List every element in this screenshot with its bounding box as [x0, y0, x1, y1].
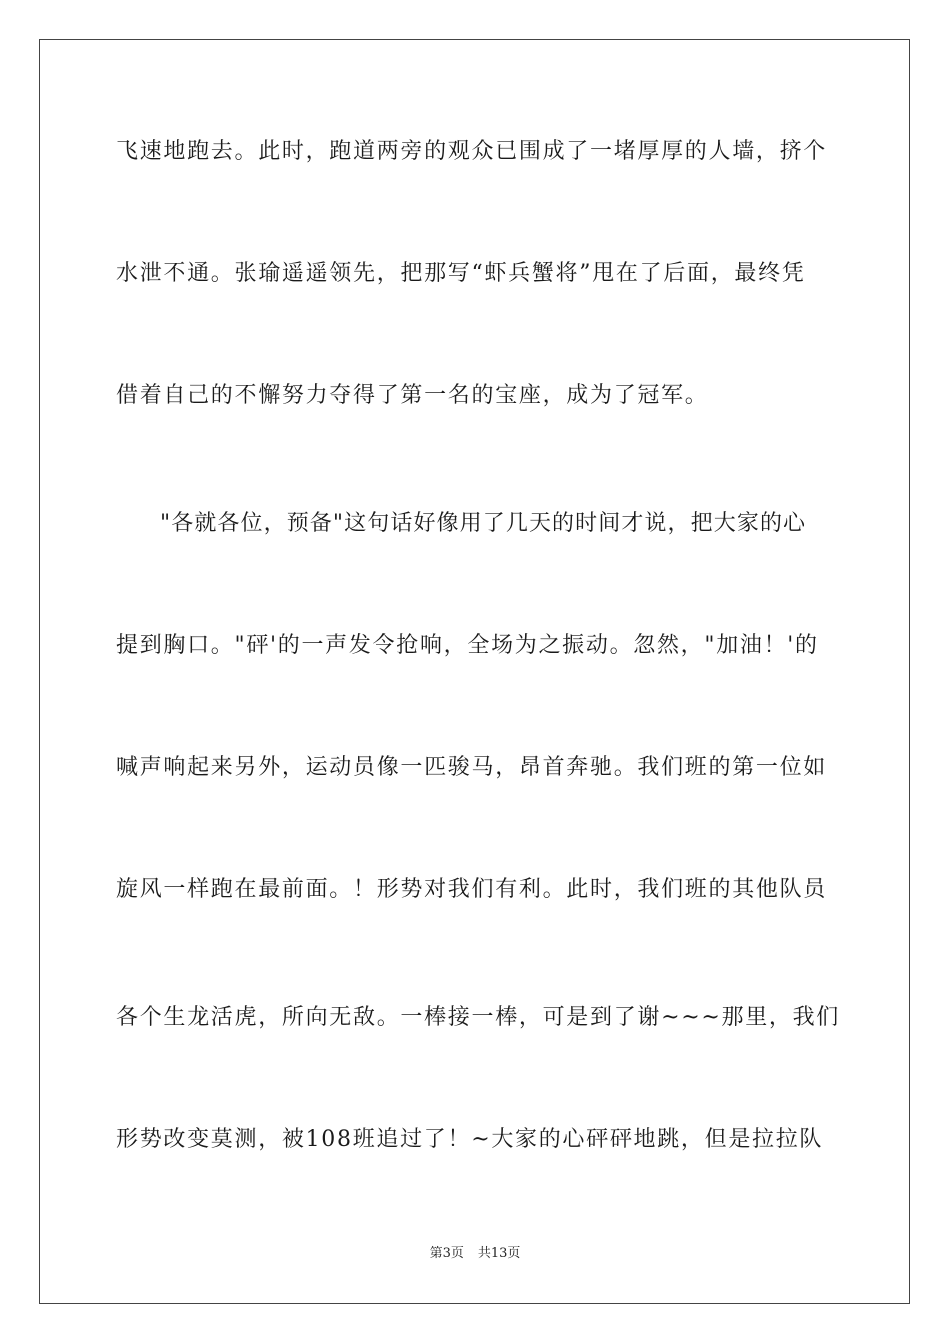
page-footer [0, 1246, 950, 1262]
text-line-3: 借着自己的不懈努力夺得了第一名的宝座，成为了冠军。 [116, 383, 709, 408]
text-line-1: 飞速地跑去。此时，跑道两旁的观众已围成了一堵厚厚的人墙，挤个 [116, 139, 828, 164]
text-line-5: 提到胸口。"砰'的一声发令抢响，全场为之振动。忽然，"加油！'的 [116, 633, 819, 658]
text-line-7: 旋风一样跑在最前面。！形势对我们有利。此时，我们班的其他队员 [116, 877, 828, 902]
text-line-6: 喊声响起来另外，运动员像一匹骏马，昂首奔驰。我们班的第一位如 [116, 755, 828, 780]
page-number: 第3页 [429, 1246, 464, 1261]
page-total: 共13页 [477, 1246, 521, 1261]
text-line-8: 各个生龙活虎，所向无敌。一棒接一棒，可是到了谢~~~那里，我们 [116, 1005, 841, 1030]
text-line-2: 水泄不通。张瑜遥遥领先，把那写“虾兵蟹将”甩在了后面，最终凭 [116, 261, 806, 286]
text-line-9: 形势改变莫测，被108班追过了！~大家的心砰砰地跳，但是拉拉队 [116, 1127, 824, 1152]
text-line-4: "各就各位，预备"这句话好像用了几天的时间才说，把大家的心 [160, 511, 807, 536]
page-border [39, 39, 910, 1304]
